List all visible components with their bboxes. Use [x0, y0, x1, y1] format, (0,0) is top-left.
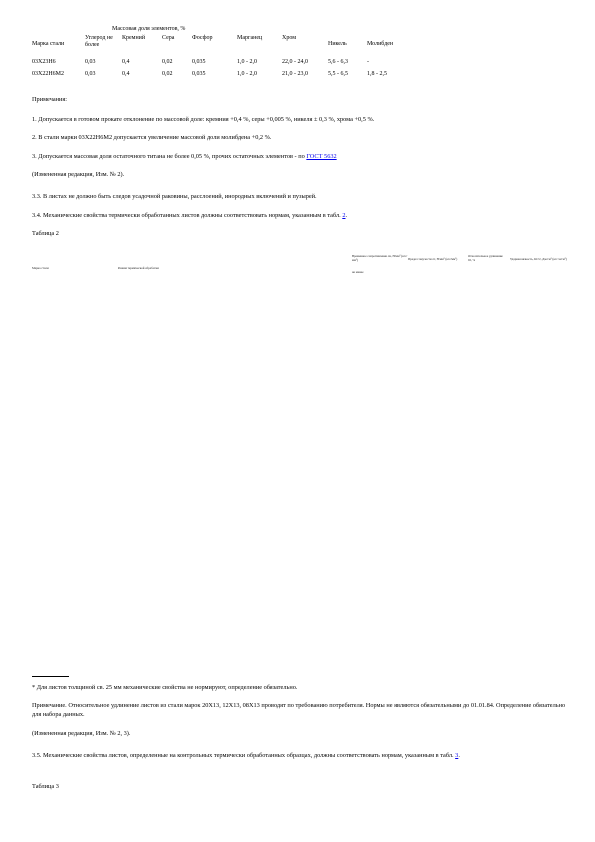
- table-2-title: Таблица 2: [32, 230, 59, 237]
- t2-header-impact-strength: Ударная вязкость, KCU, Дж/см² (кгс·м/см²): [510, 257, 567, 261]
- footnote-rule: [32, 676, 69, 677]
- composition-cell: 1,8 - 2,5: [367, 71, 387, 77]
- composition-header-1: Углерод не более: [85, 35, 113, 48]
- composition-cell: 21,0 - 23,0: [282, 71, 308, 77]
- composition-header-5: Марганец: [237, 35, 263, 41]
- composition-cell: 22,0 - 24,0: [282, 59, 308, 65]
- composition-cell: 03Х22Н6М2: [32, 71, 65, 77]
- table-3-link[interactable]: 3: [455, 752, 459, 759]
- composition-cell: 0,4: [122, 71, 130, 77]
- revision-note-1: (Измененная редакция, Изм. № 2).: [32, 171, 125, 178]
- note-bottom: Примечание. Относительное удлинение листов из стали марок 20Х13, 12Х13, 08Х13 проводят по требованию потребителя. Нормы не являются обязательными до 01.01.84. Определение обязательно для набора данных.: [32, 702, 566, 718]
- t2-header-sub: не менее: [352, 270, 364, 274]
- composition-cell: 0,02: [162, 71, 173, 77]
- composition-cell: 5,6 - 6,3: [328, 59, 348, 65]
- composition-group-header: Массовая доля элементов, %: [112, 26, 186, 32]
- composition-cell: 1,0 - 2,0: [237, 59, 257, 65]
- composition-cell: 0,02: [162, 59, 173, 65]
- note-2: 2. В стали марки 03Х22Н6М2 допускается увеличение массовой доли молибдена +0,2 %.: [32, 134, 272, 141]
- note-1: 1. Допускается в готовом прокате отклонение по массовой доле: кремния +0,4 %, серы +0,005 %, никеля ± 0,3 %, хрома +0,5 %.: [32, 116, 375, 123]
- composition-cell: 0,03: [85, 71, 96, 77]
- composition-cell: 0,035: [192, 71, 206, 77]
- composition-header-3: Сера: [162, 35, 175, 41]
- composition-header-2: Кремний: [122, 35, 146, 41]
- composition-cell: 03Х23Н6: [32, 59, 56, 65]
- paragraph-3-5-text: 3.5. Механические свойства листов, определенные на контрольных термически обработанных образцах, должны соответствовать нормам, указанным в табл.: [32, 752, 456, 759]
- composition-header-8: Молибден: [367, 41, 394, 47]
- paragraph-3-5: 3.5. Механические свойства листов, определенные на контрольных термически обработанных образцах, должны соответствовать нормам, указанным в табл. 3.: [32, 752, 460, 759]
- paragraph-3-3: 3.3. В листах не должно быть следов усадочной раковины, расслоений, инородных включений и пузырей.: [32, 193, 317, 200]
- composition-cell: -: [367, 59, 369, 65]
- table-3-title: Таблица 3: [32, 783, 59, 790]
- notes-title: Примечания:: [32, 96, 68, 103]
- t2-header-tensile-strength: Временное сопротивление σв, Н/мм² (кгс/мм²): [352, 254, 408, 262]
- t2-header-elongation: Относительное удлинение δ5, %: [468, 254, 503, 262]
- composition-cell: 5,5 - 6,5: [328, 71, 348, 77]
- paragraph-3-4-text: 3.4. Механические свойства термически обработанных листов должны соответствовать нормам, указанным в табл.: [32, 212, 343, 219]
- gost-5632-link[interactable]: ГОСТ 5632: [306, 153, 337, 160]
- note-3: [32, 153, 567, 162]
- composition-header-0: Марка стали: [32, 41, 65, 47]
- table-row: [32, 672, 572, 678]
- table-2-link[interactable]: 2: [342, 212, 346, 219]
- note-3-text: 3. Допускается массовая доля остаточного титана не более 0,05 %, прочих остаточных элементов - по: [32, 153, 307, 160]
- composition-cell: 0,03: [85, 59, 96, 65]
- composition-header-7: Никель: [328, 41, 347, 47]
- composition-cell: 1,0 - 2,0: [237, 71, 257, 77]
- composition-cell: 0,4: [122, 59, 130, 65]
- t2-header-yield-strength: Предел текучести σт, Н/мм² (кгс/мм²): [408, 257, 458, 261]
- paragraph-3-4: 3.4. Механические свойства термически обработанных листов должны соответствовать нормам, указанным в табл. 2.: [32, 212, 348, 219]
- composition-header-6: Хром: [282, 35, 297, 41]
- footnote: * Для листов толщиной св. 25 мм механические свойства не нормируют, определение обязательно.: [32, 684, 298, 691]
- composition-cell: 0,035: [192, 59, 206, 65]
- t2-header-heat-treatment: Режим термической обработки: [118, 266, 159, 270]
- composition-header-4: Фосфор: [192, 35, 213, 41]
- t2-header-grade: Марка стали: [32, 266, 49, 270]
- revision-note-2: (Измененная редакция, Изм. № 2, 3).: [32, 730, 131, 737]
